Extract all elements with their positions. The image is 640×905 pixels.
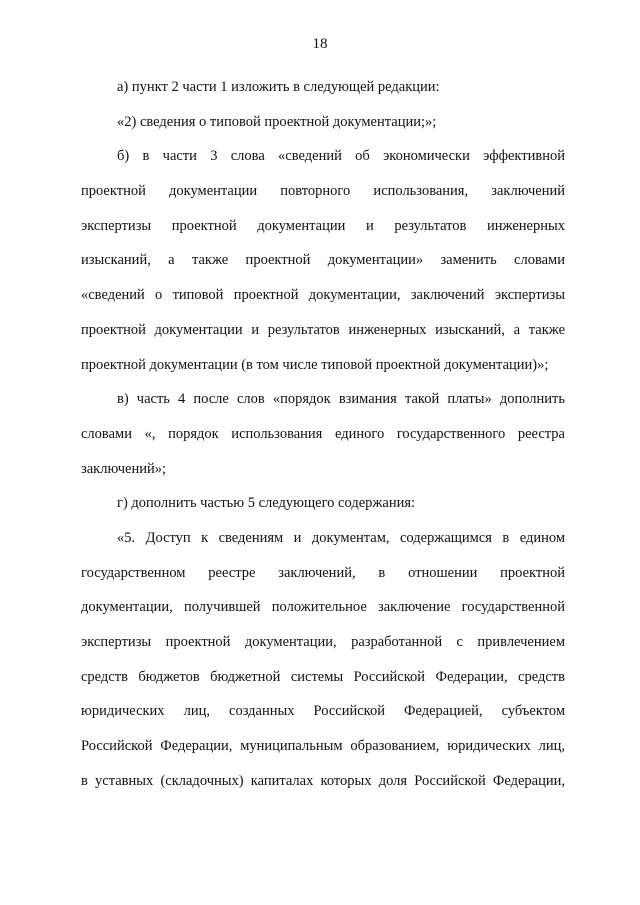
para-b-line-7: проектной документации (в том числе типовой проектной документации)»; bbox=[81, 356, 549, 373]
page-number: 18 bbox=[312, 36, 328, 52]
para-v-line-2: словами «, порядок использования единого государственного реестра bbox=[81, 425, 565, 442]
para-5-line-4: экспертизы проектной документации, разработанной с привлечением bbox=[81, 634, 565, 650]
document-body bbox=[81, 70, 565, 798]
para-b-line-3: экспертизы проектной документации и результатов инженерных bbox=[81, 217, 565, 234]
para-5-line-7: Российской Федерации, муниципальным образованием, юридических лиц, bbox=[81, 738, 565, 755]
para-v-line-1: в) часть 4 после слов «порядок взимания такой платы» дополнить bbox=[117, 391, 565, 408]
para-b-line-2: проектной документации повторного использования, заключений bbox=[81, 183, 565, 200]
para-b-line-4: изысканий, а также проектной документации» заменить словами bbox=[81, 252, 565, 269]
para-b-line-1: б) в части 3 слова «сведений об экономически эффективной bbox=[117, 148, 565, 165]
para-g-line-1: г) дополнить частью 5 следующего содержания: bbox=[117, 495, 416, 512]
para-5-line-5: средств бюджетов бюджетной системы Российской Федерации, средств bbox=[81, 668, 565, 685]
para-a-line-1: а) пункт 2 части 1 изложить в следующей редакции: bbox=[117, 79, 440, 95]
para-5-line-2: государственном реестре заключений, в отношении проектной bbox=[81, 564, 565, 581]
para-v-line-3: заключений»; bbox=[81, 460, 167, 477]
para-quote-2-line-1: «2) сведения о типовой проектной документации;»; bbox=[117, 113, 437, 130]
para-5-line-3: документации, получившей положительное заключение государственной bbox=[81, 599, 565, 616]
para-b-line-5: «сведений о типовой проектной документации, заключений экспертизы bbox=[81, 287, 565, 304]
para-5-line-1: «5. Доступ к сведениям и документам, содержащимся в едином bbox=[117, 529, 565, 546]
para-b-line-6: проектной документации и результатов инженерных изысканий, а также bbox=[81, 321, 565, 338]
para-5-line-6: юридических лиц, созданных Российской Федерацией, субъектом bbox=[81, 703, 565, 720]
para-5-line-8: в уставных (складочных) капиталах которых доля Российской Федерации, bbox=[81, 772, 565, 789]
